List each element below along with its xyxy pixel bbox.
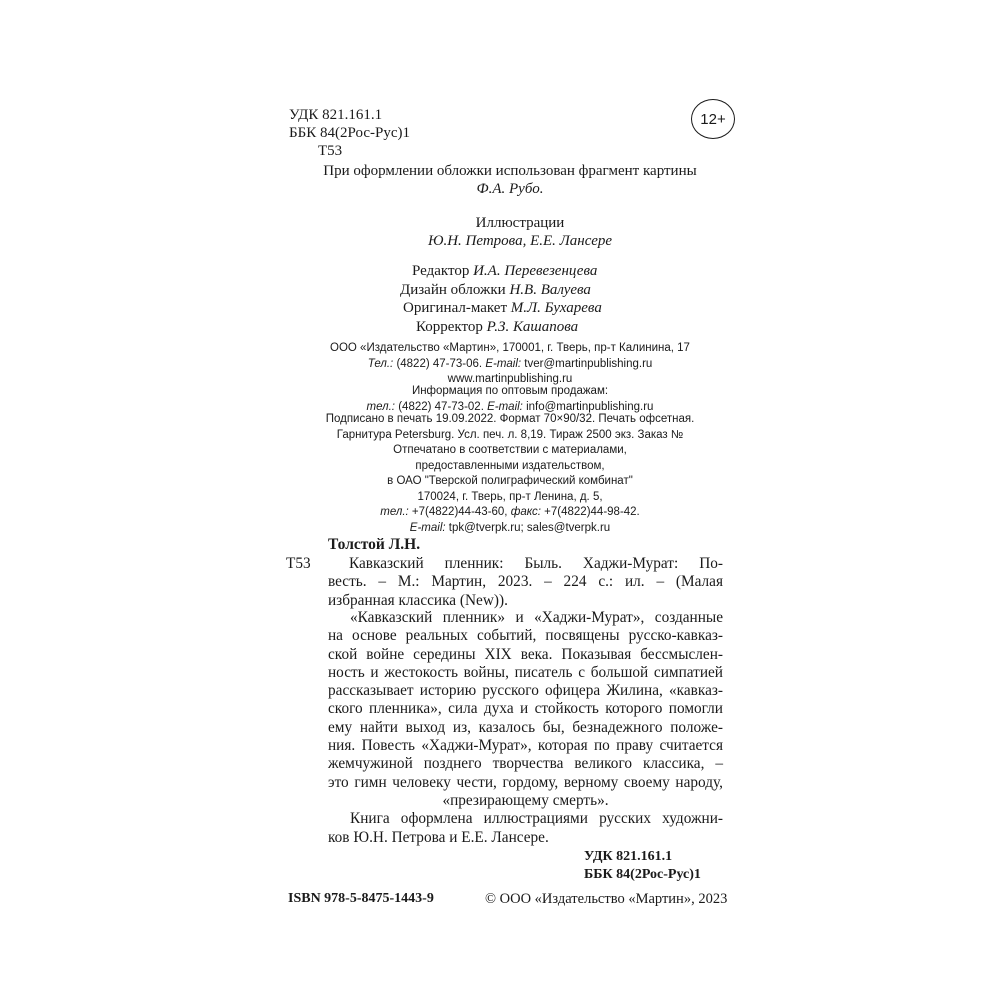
printer-email: tpk@tverpk.ru; sales@tverpk.ru	[448, 521, 611, 534]
udk-code-top: УДК 821.161.1	[289, 107, 383, 123]
credit-name: Н.В. Валуева	[509, 281, 591, 298]
cover-note-line1: При оформлении обложки использован фрагмент картины	[323, 163, 697, 179]
print-info	[295, 412, 725, 536]
credit-editor	[390, 262, 602, 281]
author-mark-top: Т53	[318, 143, 343, 159]
email-label: E-mail:	[487, 400, 523, 413]
fax-label: факс:	[510, 506, 541, 518]
annotation-line: «презирающему смерть».	[442, 791, 609, 809]
tel-label: тел.:	[380, 506, 409, 518]
credit-name: М.Л. Бухарева	[510, 300, 602, 316]
print-info-line3: Отпечатано в соответствии с материалами,	[393, 444, 627, 456]
print-info-line4: предоставленными издательством,	[415, 459, 605, 472]
cover-note-artist: Ф.А. Рубо.	[476, 181, 544, 197]
wholesale-tel: (4822) 47-73-02.	[398, 400, 484, 413]
wholesale-title: Информация по оптовым продажам:	[411, 385, 609, 397]
annotation-line: на основе реальных событий, посвящены русско-кавказ-	[328, 627, 723, 645]
annotation-line: ему найти выход из, казалось бы, безнадежного положе-	[328, 718, 723, 736]
publisher-tel: (4822) 47-73-06.	[396, 357, 483, 370]
bib-line: избранная классика (New)).	[328, 591, 508, 609]
bib-mark: Т53	[286, 555, 311, 572]
credit-cover-design	[390, 281, 602, 300]
annotation	[328, 609, 723, 847]
credit-name: И.А. Перевезенцева	[473, 263, 598, 279]
annotation-line: ской войне середины XIX века. Показывая бессмыслен-	[328, 645, 723, 663]
credit-layout	[390, 299, 602, 318]
tel-label: тел.:	[366, 400, 396, 413]
print-info-line6: 170024, г. Тверь, пр-т Ленина, д. 5,	[417, 490, 603, 503]
cover-note	[260, 162, 760, 198]
wholesale-info	[295, 384, 725, 415]
credit-role: Дизайн обложки	[400, 281, 506, 298]
print-info-line1: Подписано в печать 19.09.2022. Формат 70×90/32. Печать офсетная.	[325, 413, 695, 425]
publisher-site: www.martinpublishing.ru	[447, 373, 573, 385]
staff-credits	[390, 262, 602, 336]
print-info-line5: в ОАО "Тверской полиграфический комбинат"	[387, 475, 633, 487]
isbn: ISBN 978-5-8475-1443-9	[288, 891, 434, 906]
annotation-line: рассказывает историю русского офицера Жилина, «кавказ-	[328, 682, 723, 700]
annotation-line: жемчужиной позднего творчества великого классика, –	[328, 755, 723, 773]
publisher-email: tver@martinpublishing.ru	[524, 357, 653, 370]
annotation-line: ков Ю.Н. Петрова и Е.Е. Лансере.	[328, 828, 549, 846]
email-label: E-mail:	[409, 521, 446, 534]
credit-proofreader	[390, 318, 602, 337]
annotation-line: «Кавказский пленник» и «Хаджи-Мурат», созданные	[350, 609, 723, 626]
publisher-info	[295, 341, 725, 388]
wholesale-email: info@martinpublishing.ru	[526, 400, 654, 413]
credit-role: Оригинал-макет	[403, 300, 508, 316]
age-rating-label: 12+	[700, 110, 726, 128]
publisher-contacts	[295, 357, 725, 373]
email-label: E-mail:	[485, 357, 522, 370]
illustrations-names: Ю.Н. Петрова, Е.Е. Лансере	[427, 233, 613, 249]
bbk-code-top: ББК 84(2Рос-Рус)1	[289, 125, 410, 141]
bib-line: Кавказский пленник: Быль. Хаджи-Мурат: По-	[349, 555, 723, 572]
annotation-line: ского пленника», сила духа и стойкость которого помогли	[328, 700, 723, 718]
credit-name: Р.З. Кашапова	[486, 318, 579, 335]
udk-code-bottom: УДК 821.161.1	[584, 849, 673, 864]
illustrations-credit	[320, 214, 720, 250]
printer-phones	[295, 505, 725, 521]
annotation-line: это гимн человеку чести, гордому, верному своему народу,	[328, 773, 723, 791]
printer-fax: +7(4822)44-98-42.	[544, 506, 640, 518]
bib-author: Толстой Л.Н.	[328, 536, 421, 553]
bib-description	[328, 555, 723, 610]
annotation-line: ния. Повесть «Хаджи-Мурат», которая по праву считается	[328, 737, 723, 755]
age-rating-badge	[691, 99, 735, 139]
printer-tel: +7(4822)44-43-60,	[411, 506, 508, 518]
copyright: © ООО «Издательство «Мартин», 2023	[485, 891, 728, 907]
publisher-address: ООО «Издательство «Мартин», 170001, г. Тверь, пр-т Калинина, 17	[330, 342, 690, 354]
bbk-code-bottom: ББК 84(2Рос-Рус)1	[584, 867, 701, 882]
credit-role: Корректор	[416, 318, 483, 335]
annotation-line: ность и жестокость войны, писатель с большой симпатией	[328, 663, 723, 681]
bib-line: весть. – М.: Мартин, 2023. – 224 с.: ил. – (Малая	[328, 573, 723, 591]
annotation-line: Книга оформлена иллюстрациями русских художни-	[350, 810, 723, 828]
tel-label: Тел.:	[367, 357, 394, 370]
credit-role: Редактор	[412, 263, 470, 279]
print-info-line2: Гарнитура Petersburg. Усл. печ. л. 8,19. Тираж 2500 экз. Заказ №	[336, 428, 684, 441]
illustrations-label: Иллюстрации	[475, 215, 565, 231]
printer-emails	[295, 521, 725, 537]
